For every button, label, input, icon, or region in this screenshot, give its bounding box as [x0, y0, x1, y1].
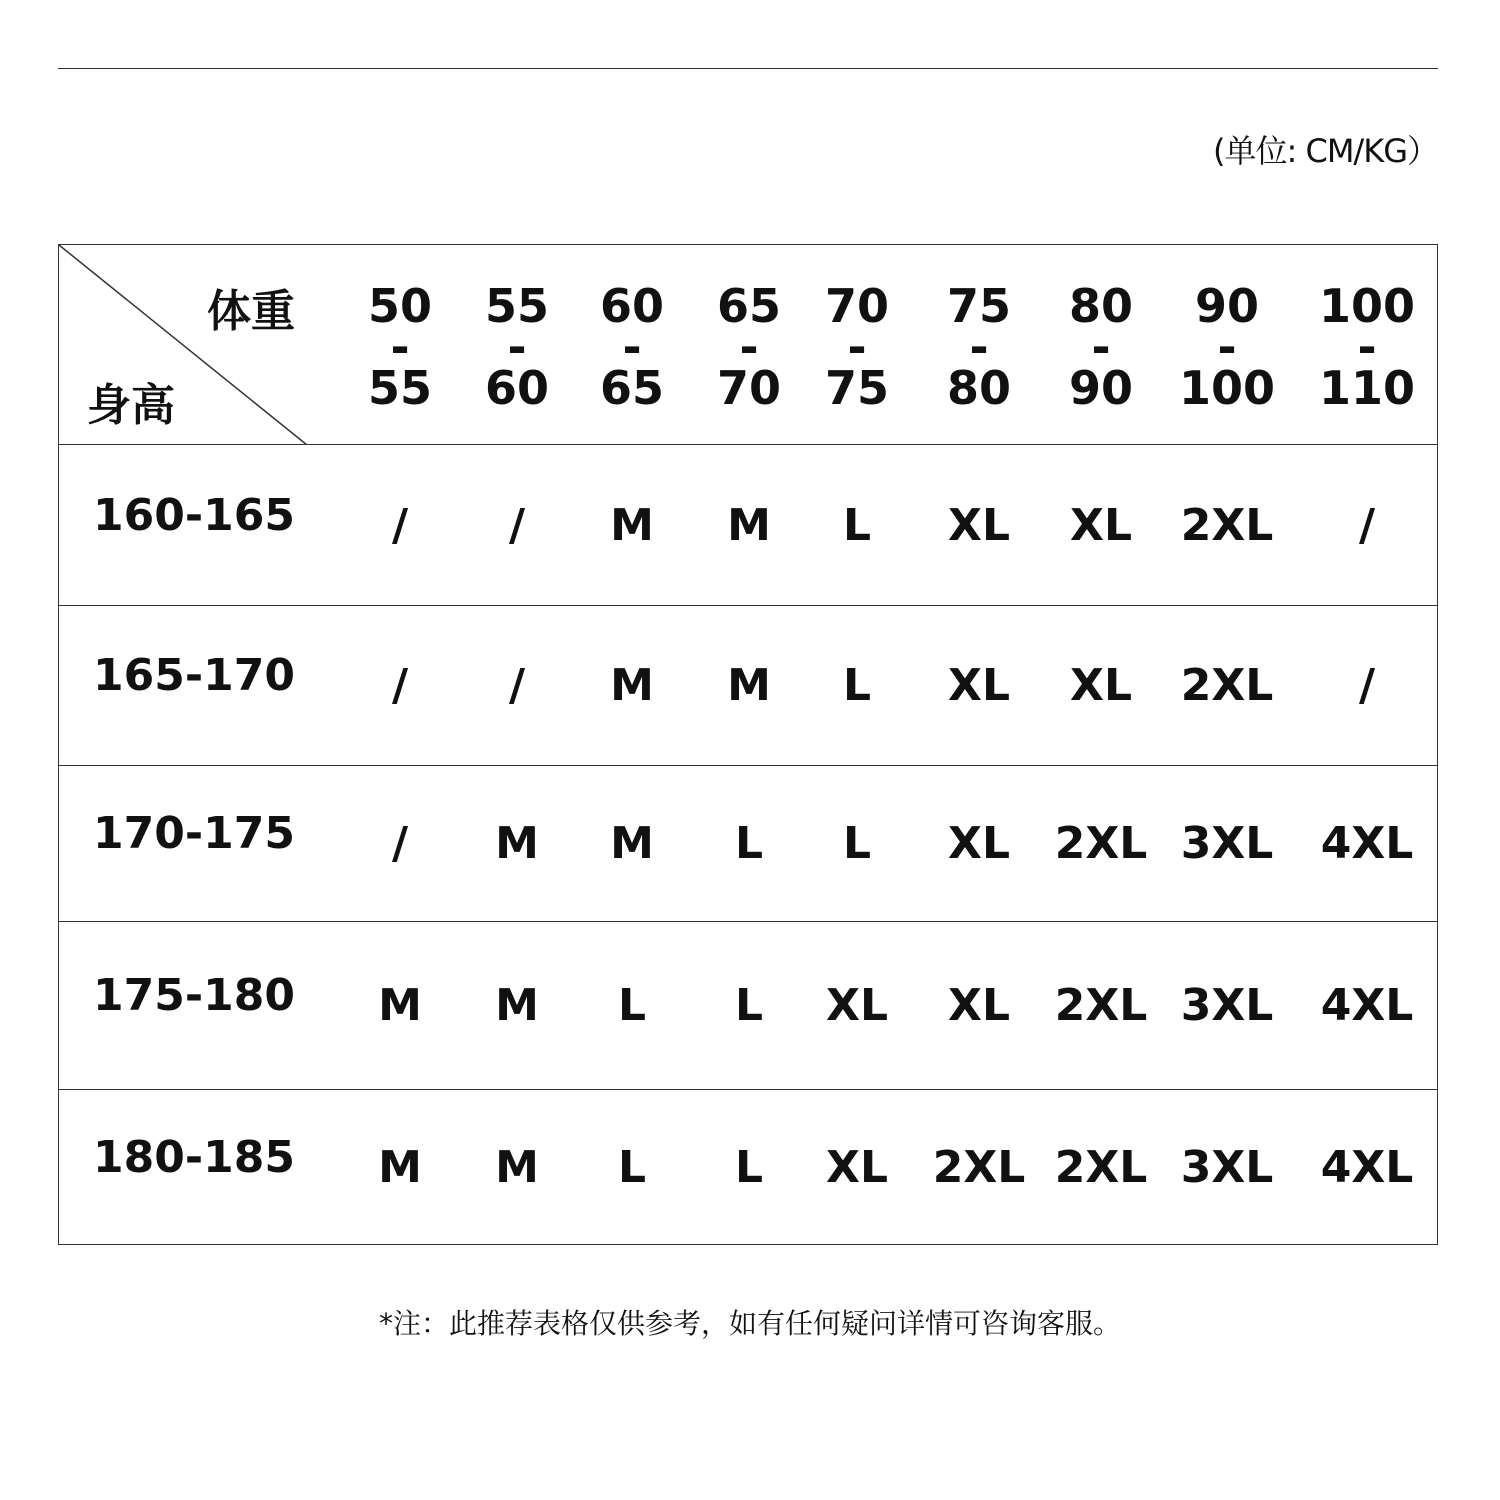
size-cell: / [391, 499, 409, 551]
size-cell: XL [948, 499, 1010, 551]
height-range-label: 160-165 [93, 489, 295, 541]
top-divider [58, 68, 1438, 69]
weight-range-min: 100 [1318, 279, 1416, 333]
weight-range-min: 80 [1068, 279, 1133, 333]
table-row [59, 922, 1437, 1090]
size-cell: L [842, 499, 872, 551]
height-range-label: 175-180 [93, 970, 295, 1021]
weight-range-header [1307, 279, 1427, 415]
height-range-label: 180-185 [93, 1132, 295, 1183]
size-cell: M [378, 980, 422, 1031]
size-cell: M [610, 818, 654, 869]
size-cell: 2XL [1180, 660, 1274, 711]
height-axis-label: 身高 [87, 380, 175, 431]
size-cell: L [842, 660, 872, 711]
weight-axis-label: 体重 [207, 286, 295, 337]
table-row [59, 766, 1437, 922]
weight-range-header [1167, 279, 1287, 415]
size-chart-table [58, 244, 1438, 1245]
size-cell: XL [948, 980, 1010, 1031]
size-cell: XL [826, 1142, 888, 1193]
weight-range-min: 75 [946, 279, 1011, 333]
size-cell: / [391, 818, 409, 869]
size-cell: M [378, 1142, 422, 1193]
unit-note: (单位: CM/KG） [1213, 132, 1438, 170]
weight-range-header [797, 279, 917, 415]
size-cell: M [610, 499, 654, 551]
size-cell: / [1358, 499, 1376, 551]
size-cell: 4XL [1320, 818, 1414, 869]
weight-range-min: 60 [599, 279, 664, 333]
size-cell: M [495, 818, 539, 869]
size-cell: L [617, 1142, 647, 1193]
weight-range-header [340, 279, 460, 415]
weight-range-separator: - [969, 320, 989, 374]
weight-range-separator: - [1357, 320, 1377, 374]
size-cell: 2XL [932, 1142, 1026, 1193]
size-cell: 2XL [1054, 818, 1148, 869]
table-row [59, 1090, 1437, 1246]
weight-range-max: 80 [946, 361, 1011, 415]
weight-range-header [457, 279, 577, 415]
size-cell: L [734, 818, 764, 869]
size-cell: XL [948, 660, 1010, 711]
weight-range-max: 55 [367, 361, 432, 415]
height-range-label: 170-175 [93, 808, 295, 859]
size-cell: XL [1070, 660, 1132, 711]
size-cell: L [734, 1142, 764, 1193]
weight-range-min: 55 [484, 279, 549, 333]
size-cell: XL [948, 818, 1010, 869]
size-cell: / [508, 499, 526, 551]
size-cell: M [495, 980, 539, 1031]
size-cell: 4XL [1320, 1142, 1414, 1193]
weight-range-separator: - [739, 320, 759, 374]
weight-range-separator: - [847, 320, 867, 374]
table-row [59, 445, 1437, 606]
size-cell: XL [826, 980, 888, 1031]
weight-range-max: 65 [599, 361, 664, 415]
size-cell: M [495, 1142, 539, 1193]
weight-range-header [689, 279, 809, 415]
size-cell: 2XL [1054, 980, 1148, 1031]
weight-range-separator: - [390, 320, 410, 374]
weight-range-max: 110 [1318, 361, 1416, 415]
weight-range-min: 50 [367, 279, 432, 333]
size-cell: 3XL [1180, 1142, 1274, 1193]
weight-range-max: 75 [824, 361, 889, 415]
weight-range-header [1041, 279, 1161, 415]
size-cell: L [617, 980, 647, 1031]
weight-range-header [919, 279, 1039, 415]
size-cell: 2XL [1180, 499, 1274, 551]
size-cell: / [508, 660, 526, 711]
weight-range-separator: - [507, 320, 527, 374]
weight-range-max: 90 [1068, 361, 1133, 415]
weight-range-max: 100 [1178, 361, 1276, 415]
weight-range-max: 60 [484, 361, 549, 415]
size-cell: / [1358, 660, 1376, 711]
weight-range-separator: - [1217, 320, 1237, 374]
weight-range-separator: - [1091, 320, 1111, 374]
size-cell: M [727, 660, 771, 711]
size-cell: 3XL [1180, 980, 1274, 1031]
weight-range-separator: - [622, 320, 642, 374]
size-cell: M [610, 660, 654, 711]
header-row [59, 245, 1437, 445]
weight-range-header [572, 279, 692, 415]
weight-range-min: 70 [824, 279, 889, 333]
size-cell: XL [1070, 499, 1132, 551]
size-cell: L [734, 980, 764, 1031]
size-cell: L [842, 818, 872, 869]
size-cell: 3XL [1180, 818, 1274, 869]
weight-range-min: 65 [716, 279, 781, 333]
height-range-label: 165-170 [93, 650, 295, 701]
weight-range-min: 90 [1194, 279, 1259, 333]
size-cell: 2XL [1054, 1142, 1148, 1193]
footnote: *注：此推荐表格仅供参考，如有任何疑问详情可咨询客服。 [378, 1307, 1121, 1340]
size-cell: 4XL [1320, 980, 1414, 1031]
weight-range-max: 70 [716, 361, 781, 415]
table-row [59, 606, 1437, 766]
size-cell: M [727, 499, 771, 551]
size-cell: / [391, 660, 409, 711]
